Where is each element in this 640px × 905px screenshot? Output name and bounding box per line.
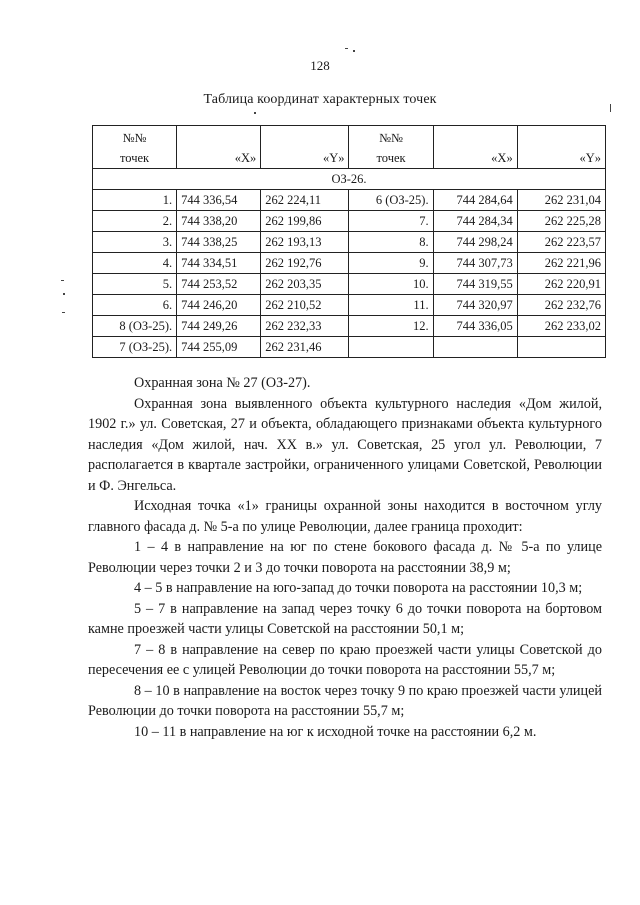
cell-left-x: 744 253,52 bbox=[177, 274, 261, 295]
cell-left-y: 262 231,46 bbox=[261, 337, 349, 358]
cell-left-num: 1. bbox=[93, 190, 177, 211]
cell-right-num bbox=[349, 337, 433, 358]
table-row bbox=[93, 316, 606, 337]
cell-left-x: 744 336,54 bbox=[177, 190, 261, 211]
group-label: ОЗ-26. bbox=[93, 169, 606, 190]
cell-right-x: 744 298,24 bbox=[433, 232, 517, 253]
cell-left-x: 744 249,26 bbox=[177, 316, 261, 337]
header-left-y: «Y» bbox=[261, 146, 349, 169]
cell-right-x: 744 307,73 bbox=[433, 253, 517, 274]
cell-right-y: 262 223,57 bbox=[517, 232, 605, 253]
paragraph: Охранная зона выявленного объекта культурного наследия «Дом жилой, 1902 г.» ул. Советская, 27 и объекта, обладающего признаками объекта культурного наследия «Дом жилой, нач. XX в.» ул. Советская, 25 угол ул. Революции, 7 располагается в квартале застройки, ограниченного улицами Советской, Революции и Ф. Энгельса. bbox=[88, 395, 602, 494]
cell-right-y bbox=[517, 337, 605, 358]
cell-left-num: 5. bbox=[93, 274, 177, 295]
group-row bbox=[93, 169, 606, 190]
cell-right-x: 744 336,05 bbox=[433, 316, 517, 337]
paragraph: Охранная зона № 27 (ОЗ-27). bbox=[134, 375, 311, 391]
cell-right-x: 744 319,55 bbox=[433, 274, 517, 295]
table-row bbox=[93, 253, 606, 274]
header-left-num-line1: №№ bbox=[93, 126, 177, 147]
paragraph: 10 – 11 в направление на юг к исходной точке на расстоянии 6,2 м. bbox=[134, 723, 537, 740]
cell-left-y: 262 203,35 bbox=[261, 274, 349, 295]
scan-speck bbox=[61, 280, 64, 281]
cell-left-y: 262 193,13 bbox=[261, 232, 349, 253]
cell-left-num: 7 (ОЗ-25). bbox=[93, 337, 177, 358]
cell-right-num: 7. bbox=[349, 211, 433, 232]
paragraph: 1 – 4 в направление на юг по стене бокового фасада д. № 5-а по улице Революции через точки 2 и 3 до точки поворота на расстоянии 38,9 м; bbox=[88, 539, 602, 576]
cell-right-num: 8. bbox=[349, 232, 433, 253]
cell-left-y: 262 192,76 bbox=[261, 253, 349, 274]
page-number: 128 bbox=[310, 58, 330, 73]
header-right-x: «X» bbox=[433, 146, 517, 169]
cell-right-x: 744 284,64 bbox=[433, 190, 517, 211]
cell-left-y: 262 199,86 bbox=[261, 211, 349, 232]
table-row bbox=[93, 232, 606, 253]
header-right-num-line1: №№ bbox=[349, 126, 433, 147]
scan-speck bbox=[345, 48, 348, 49]
cell-right-x: 744 284,34 bbox=[433, 211, 517, 232]
cell-left-x: 744 334,51 bbox=[177, 253, 261, 274]
cell-right-y: 262 232,76 bbox=[517, 295, 605, 316]
table-title: Таблица координат характерных точек bbox=[203, 92, 437, 107]
cell-right-y: 262 220,91 bbox=[517, 274, 605, 295]
header-left-x: «X» bbox=[177, 146, 261, 169]
cell-left-x: 744 338,20 bbox=[177, 211, 261, 232]
cell-right-y: 262 221,96 bbox=[517, 253, 605, 274]
header-right-y: «Y» bbox=[517, 146, 605, 169]
cell-left-x: 744 338,25 bbox=[177, 232, 261, 253]
header-right-num-line2: точек bbox=[349, 146, 433, 169]
scan-speck bbox=[63, 293, 65, 295]
cell-right-num: 6 (ОЗ-25). bbox=[349, 190, 433, 211]
cell-right-y: 262 225,28 bbox=[517, 211, 605, 232]
paragraph: 5 – 7 в направление на запад через точку 6 до точки поворота на бортовом камне проезжей части улицы Советской на расстоянии 50,1 м; bbox=[88, 600, 602, 637]
table-row bbox=[93, 190, 606, 211]
cell-right-x: 744 320,97 bbox=[433, 295, 517, 316]
cell-left-x: 744 255,09 bbox=[177, 337, 261, 358]
table-row bbox=[93, 274, 606, 295]
cell-right-num: 10. bbox=[349, 274, 433, 295]
cell-left-num: 8 (ОЗ-25). bbox=[93, 316, 177, 337]
cell-left-num: 6. bbox=[93, 295, 177, 316]
table-row bbox=[93, 295, 606, 316]
cell-right-num: 12. bbox=[349, 316, 433, 337]
table-row bbox=[93, 211, 606, 232]
cell-left-num: 4. bbox=[93, 253, 177, 274]
body-text bbox=[88, 373, 602, 742]
cell-right-y: 262 233,02 bbox=[517, 316, 605, 337]
paragraph: 4 – 5 в направление на юго-запад до точки поворота на расстоянии 10,3 м; bbox=[134, 580, 583, 596]
cell-right-x bbox=[433, 337, 517, 358]
cell-left-y: 262 232,33 bbox=[261, 316, 349, 337]
cell-left-y: 262 224,11 bbox=[261, 190, 349, 211]
header-left-num-line2: точек bbox=[93, 146, 177, 169]
scan-speck bbox=[353, 50, 355, 52]
paragraph: 8 – 10 в направление на восток через точку 9 по краю проезжей части улицей Революции до точки поворота на расстоянии 55,7 м; bbox=[88, 682, 602, 719]
scan-speck bbox=[62, 312, 65, 313]
paragraph: Исходная точка «1» границы охранной зоны находится в восточном углу главного фасада д. № 5-а по улице Революции, далее граница проходит: bbox=[88, 498, 602, 535]
scan-speck bbox=[254, 112, 256, 114]
cell-left-y: 262 210,52 bbox=[261, 295, 349, 316]
cell-left-x: 744 246,20 bbox=[177, 295, 261, 316]
cell-left-num: 3. bbox=[93, 232, 177, 253]
paragraph: 7 – 8 в направление на север по краю проезжей части улицы Советской до пересечения ее с улицей Революции до точки поворота на расстоянии 55,7 м; bbox=[88, 641, 602, 678]
cell-left-num: 2. bbox=[93, 211, 177, 232]
table-row bbox=[93, 337, 606, 358]
cell-right-y: 262 231,04 bbox=[517, 190, 605, 211]
cell-right-num: 9. bbox=[349, 253, 433, 274]
cell-right-num: 11. bbox=[349, 295, 433, 316]
scan-speck bbox=[610, 104, 611, 112]
coordinates-table bbox=[92, 125, 606, 358]
